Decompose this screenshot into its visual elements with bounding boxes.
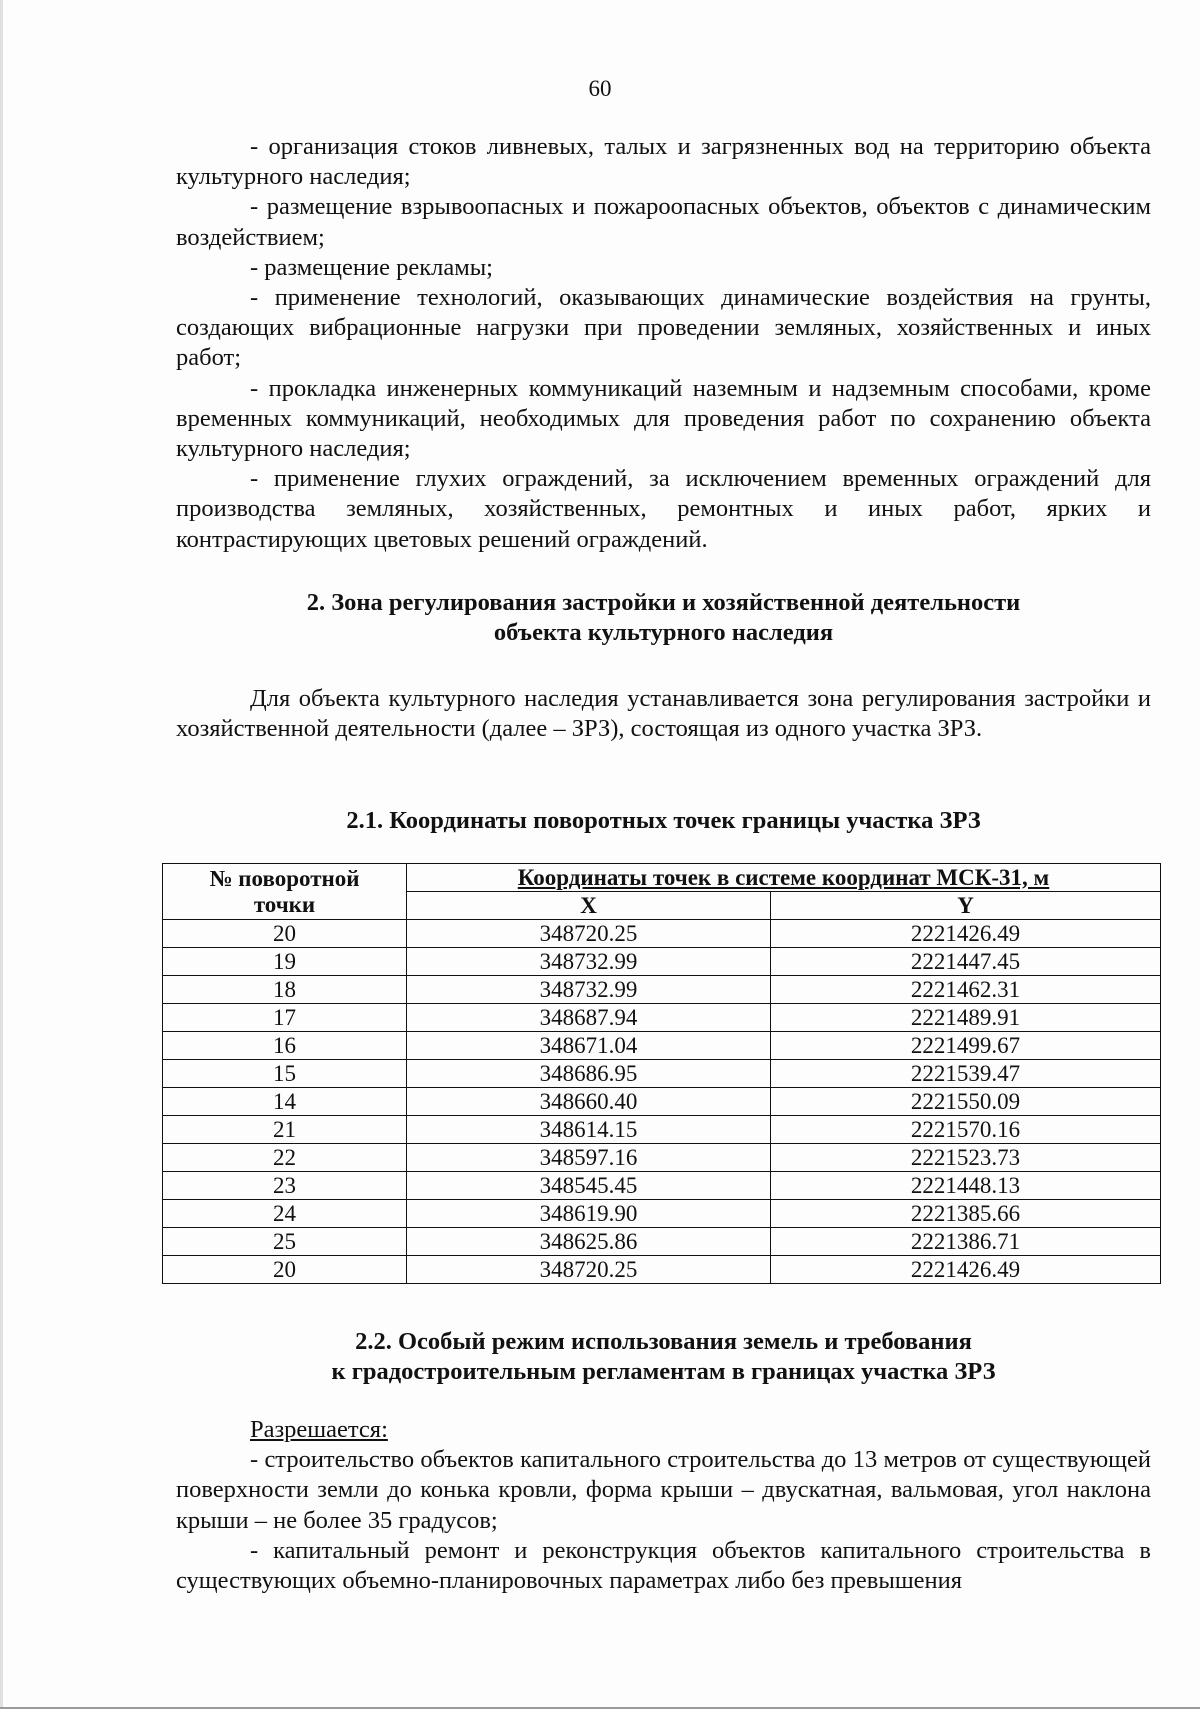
cell-y: 2221539.47 bbox=[771, 1060, 1161, 1088]
cell-y: 2221385.66 bbox=[771, 1200, 1161, 1228]
table-row bbox=[163, 1032, 1161, 1060]
table-row bbox=[163, 920, 1161, 948]
cell-point: 15 bbox=[163, 1060, 407, 1088]
list-item: - прокладка инженерных коммуникаций наземным и надземным способами, кроме временных коммуникаций, необходимых для проведения работ по сохранению объекта культурного наследия; bbox=[176, 374, 1152, 463]
cell-y: 2221426.49 bbox=[771, 920, 1161, 948]
list-item: - применение технологий, оказывающих динамические воздействия на грунты, создающих вибрационные нагрузки при проведении земляных, хозяйственных и иных работ; bbox=[176, 284, 1151, 372]
cell-x: 348720.25 bbox=[407, 920, 771, 948]
header-x: X bbox=[407, 892, 771, 920]
cell-x: 348732.99 bbox=[407, 976, 771, 1004]
table-row bbox=[163, 976, 1161, 1004]
cell-x: 348686.95 bbox=[407, 1060, 771, 1088]
cell-point: 23 bbox=[163, 1172, 407, 1200]
cell-x: 348687.94 bbox=[407, 1004, 771, 1032]
cell-x: 348625.86 bbox=[407, 1228, 771, 1256]
coordinates-table bbox=[162, 863, 1161, 1284]
cell-point: 18 bbox=[163, 976, 407, 1004]
section-2-heading bbox=[176, 588, 1151, 648]
cell-y: 2221499.67 bbox=[771, 1032, 1161, 1060]
section-2-heading-line2: объекта культурного наследия bbox=[493, 619, 834, 646]
cell-point: 19 bbox=[163, 948, 407, 976]
cell-point: 17 bbox=[163, 1004, 407, 1032]
cell-x: 348671.04 bbox=[407, 1032, 771, 1060]
cell-y: 2221447.45 bbox=[771, 948, 1161, 976]
list-item: - размещение взрывоопасных и пожароопасных объектов, объектов с динамическим воздействием; bbox=[176, 193, 1152, 251]
cell-x: 348597.16 bbox=[407, 1144, 771, 1172]
cell-x: 348732.99 bbox=[407, 948, 771, 976]
section-22-heading bbox=[176, 1327, 1151, 1387]
table-row bbox=[163, 1060, 1161, 1088]
cell-point: 24 bbox=[163, 1200, 407, 1228]
cell-x: 348545.45 bbox=[407, 1172, 771, 1200]
cell-point: 16 bbox=[163, 1032, 407, 1060]
cell-x: 348619.90 bbox=[407, 1200, 771, 1228]
list-item: - размещение рекламы; bbox=[250, 253, 493, 281]
section-2-body bbox=[176, 684, 1151, 744]
section-2-paragraph: Для объекта культурного наследия устанавливается зона регулирования застройки и хозяйственной деятельности (далее – ЗРЗ), состоящая из одного участка ЗРЗ. bbox=[176, 685, 1151, 743]
list-item: - применение глухих ограждений, за исключением временных ограждений для производства земляных, хозяйственных, ремонтных и иных работ, ярких и контрастирующих цветовых решений ограждений. bbox=[176, 465, 1151, 553]
table-row bbox=[163, 948, 1161, 976]
section-22-heading-line1: 2.2. Особый режим использования земель и требования bbox=[355, 1328, 972, 1355]
list-item: - строительство объектов капитального строительства до 13 метров от существующей поверхности земли до конька кровли, форма крыши – двускатная, вальмовая, угол наклона крыши – не более 35 градусов; bbox=[176, 1446, 1151, 1534]
header-point: № поворотной точки bbox=[163, 864, 407, 920]
cell-point: 22 bbox=[163, 1144, 407, 1172]
header-y: Y bbox=[771, 892, 1161, 920]
cell-point: 25 bbox=[163, 1228, 407, 1256]
table-row bbox=[163, 1004, 1161, 1032]
cell-x: 348660.40 bbox=[407, 1088, 771, 1116]
cell-x: 348720.25 bbox=[407, 1256, 771, 1284]
section-22-body bbox=[176, 1415, 1151, 1596]
cell-y: 2221448.13 bbox=[771, 1172, 1161, 1200]
list-item: - капитальный ремонт и реконструкция объектов капитального строительства в существующих объемно-планировочных параметрах либо без превышения bbox=[176, 1536, 1151, 1595]
cell-x: 348614.15 bbox=[407, 1116, 771, 1144]
cell-y: 2221386.71 bbox=[771, 1228, 1161, 1256]
cell-y: 2221462.31 bbox=[771, 976, 1161, 1004]
cell-y: 2221550.09 bbox=[771, 1088, 1161, 1116]
cell-y: 2221570.16 bbox=[771, 1116, 1161, 1144]
section-2-heading-line1: 2. Зона регулирования застройки и хозяйственной деятельности bbox=[306, 589, 1021, 616]
allowed-label: Разрешается: bbox=[250, 1416, 388, 1443]
cell-y: 2221426.49 bbox=[771, 1256, 1161, 1284]
table-row bbox=[163, 1256, 1161, 1284]
cell-point: 20 bbox=[163, 920, 407, 948]
page-number: 60 bbox=[588, 76, 612, 101]
table-row bbox=[163, 1088, 1161, 1116]
header-coords: Координаты точек в системе координат МСК-31, м bbox=[407, 864, 1161, 892]
section-22-heading-line2: к градостроительным регламентам в границах участка ЗРЗ bbox=[331, 1358, 996, 1385]
cell-y: 2221523.73 bbox=[771, 1144, 1161, 1172]
table-title: 2.1. Координаты поворотных точек границы участка ЗРЗ bbox=[346, 807, 981, 834]
table-row bbox=[163, 1228, 1161, 1256]
cell-point: 14 bbox=[163, 1088, 407, 1116]
intro-list bbox=[176, 132, 1151, 555]
table-row bbox=[163, 1144, 1161, 1172]
table-row bbox=[163, 1116, 1161, 1144]
section-21-heading bbox=[176, 806, 1151, 836]
scan-edge bbox=[0, 0, 3, 1709]
cell-point: 21 bbox=[163, 1116, 407, 1144]
table-row bbox=[163, 1172, 1161, 1200]
cell-y: 2221489.91 bbox=[771, 1004, 1161, 1032]
cell-point: 20 bbox=[163, 1256, 407, 1284]
table-body bbox=[163, 920, 1161, 1284]
table-row bbox=[163, 1200, 1161, 1228]
list-item: - организация стоков ливневых, талых и загрязненных вод на территорию объекта культурного наследия; bbox=[176, 133, 1151, 191]
